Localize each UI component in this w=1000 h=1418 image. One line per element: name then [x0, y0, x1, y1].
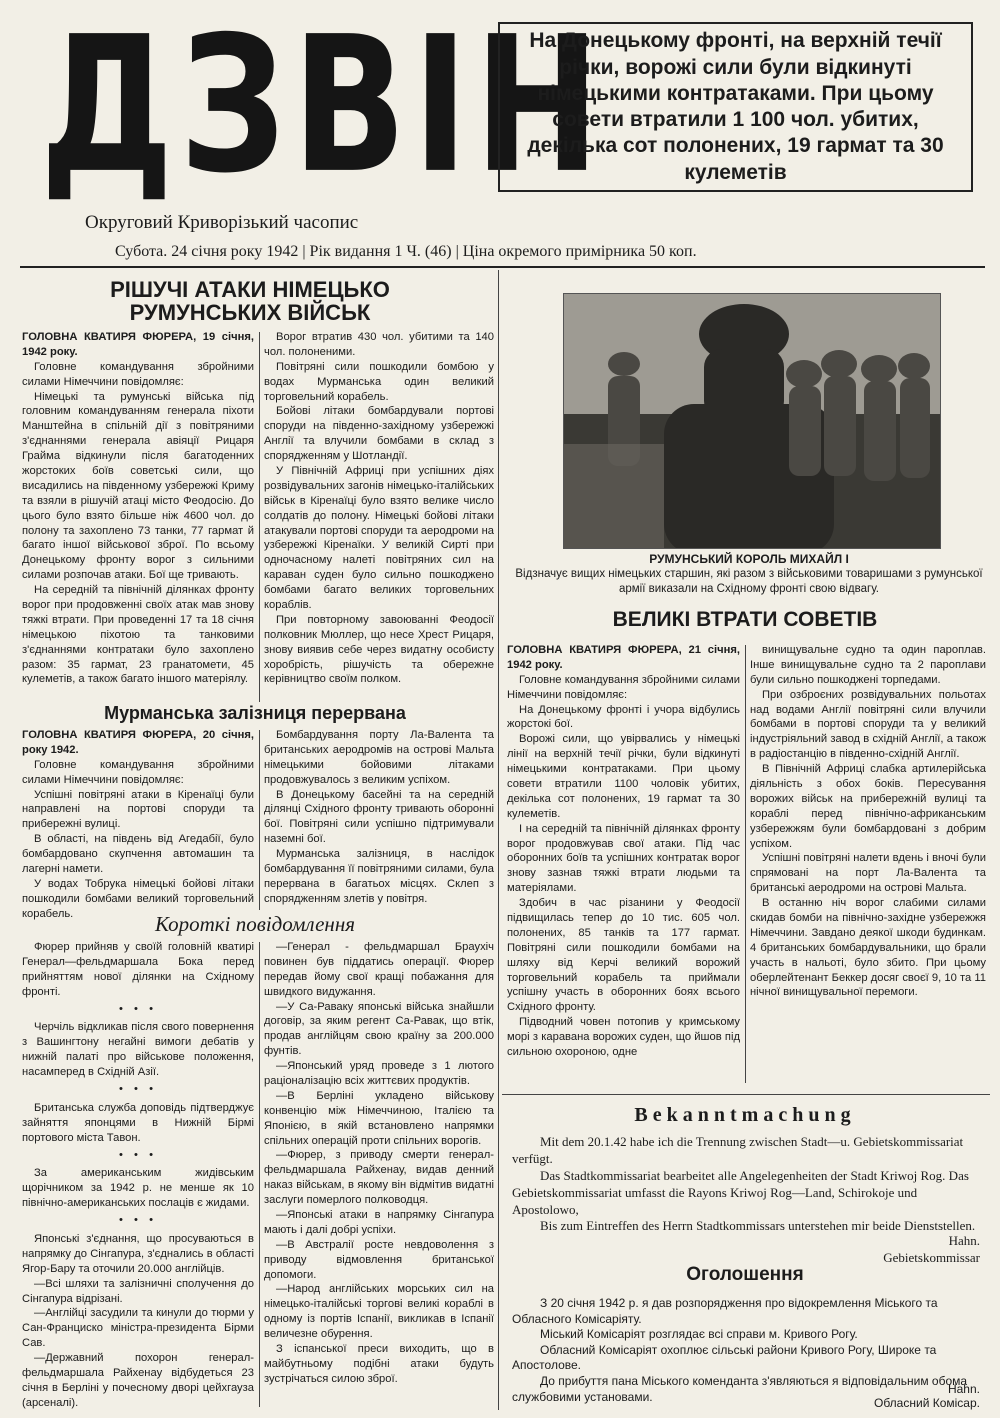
- news-item: —У Са-Раваку японські війська знайшли договір, за яким регент Са-Равак, що втік, продав англійцям свою країну за 200.000 фунтів.: [264, 1000, 494, 1058]
- article3-column-2: [750, 643, 986, 1000]
- bekanntmachung-paragraph: Das Stadtkommissariat bearbeitet alle Angelegenheiten der Stadt Kriwoj Rog. Das Gebietskommissariat umfasst die Rayons Kriwoj Rog—Land, Schirokoje und Apostolowo,: [512, 1167, 969, 1217]
- article2-paragraph: У водах Тобрука німецькі бойові літаки пошкодили бомбами великий торговельний корабель.: [22, 877, 254, 920]
- ogoloshennya-title: Оголошення: [686, 1264, 804, 1285]
- headline-box: На Донецькому фронті, на верхній течії річки, ворожі сили були відкинуті німецькими контратаками. При цьому совети втратили 1 100 чол. убитих, декілька сот полонених, 19 гармат та 30 кулеметів: [498, 22, 973, 192]
- photo-illustration: [564, 294, 940, 548]
- article3-paragraph: На Донецькому фронті і учора відбулись жорстокі бої.: [507, 703, 740, 731]
- article1-paragraph: На середній та північній ділянках фронту ворог при продовженні своїх атак мав знову тяжкі втрати. При проведенні 17 та 18 січня німецькою піхотою та танковими з'єднаннями контратаки було захоплено разом: 35 гармат, 23 гранатомети, 45 кулеметів, а також багато іншого матеріялу.: [22, 584, 254, 686]
- ogoloshennya-paragraph: Міський Комісаріят розглядає всі справи м. Кривого Рогу.: [540, 1327, 858, 1342]
- newspaper-subtitle: Округовий Криворізький часопис: [85, 212, 359, 233]
- signature-title: Обласний Комісар.: [874, 1396, 980, 1411]
- article1-paragraph: Повітряні сили пошкодили бомбою у водах Мурманська один великий торговельний корабель.: [264, 360, 494, 403]
- article1-paragraph: При повторному завоюванні Феодосії полковник Мюллер, що несе Хрест Рицаря, знову виявив себе через видатну особисту хоробрість, рішучість та обережне керівництво своїм полком.: [264, 613, 494, 686]
- article2-column-2: [264, 728, 494, 907]
- article2-paragraph: Успішні повітряні атаки в Кіренаїці були направлені на портові споруди та прибережні вулиці.: [22, 788, 254, 831]
- article2-paragraph: В області, на південь від Агедабії, було бомбардовано скупчення автомашин та лагерні намети.: [22, 833, 254, 876]
- photo-king-michael: [563, 293, 941, 549]
- article1-paragraph: Ворог втратив 430 чол. убитими та 140 чол. полоненими.: [264, 331, 494, 358]
- bekanntmachung-title: Bekanntmachung: [634, 1104, 856, 1126]
- article1-paragraph: Бойові літаки бомбардували портові споруди на південно-західному узбережжі Англії та влучили бомбами в склад з спорядженням у Шотландії.: [264, 405, 494, 463]
- article2-paragraph: Мурманська залізниця, в наслідок бомбардування її повітряними силами, була перервана в багатьох місцях. Склеп з спорядженням злетів у повітря.: [264, 848, 495, 905]
- bekanntmachung-paragraph: Bis zum Eintreffen des Herrn Stadtkommissars unterstehen mir beide Dienststellen.: [540, 1218, 976, 1234]
- signature-name: Hahn.: [948, 1233, 980, 1248]
- article2-title: Мурманська залізниця перервана: [104, 703, 406, 723]
- article3-paragraph: Здобич в час різанини у Феодосії підвищилась тепер до 10 тис. 605 чол. полонених, 85 танків та 177 гармат. Повітряні сили пошкодили бомбами на шляху від Керчі великий ворожий торговельний корабель та приймали успішну участь в оборонних боях всього Східного фронту.: [507, 897, 740, 1014]
- news-separator: • • •: [119, 1002, 157, 1015]
- news-item: Черчіль відкликав після свого повернення з Вашингтону негайні вимоги дебатів у нижній палаті про військове положення, насамперед в Східній Азії.: [22, 1021, 254, 1079]
- photo-caption-title: РУМУНСЬКИЙ КОРОЛЬ МИХАЙЛ І: [649, 552, 849, 566]
- article3-paragraph: При озброєних розвідувальних польотах над водами Англії повітряні сили влучили бомбами в портові споруди та у великий індустріяльний завод в східній Англії, а також в радіостанцію в південно-східній Англії.: [750, 688, 986, 761]
- news-separator: • • •: [119, 1148, 157, 1161]
- news-item: Японські з'єднання, що просуваються в напрямку до Сінгапура, з'єднались в області Ягор-Бару та оточили 20.000 англійців.: [22, 1233, 254, 1275]
- ogoloshennya-paragraph: З 20 січня 1942 р. я дав розпорядження про відокремлення Міського та Обласного Комісаріяту.: [512, 1296, 938, 1326]
- bekanntmachung-body: [512, 1134, 984, 1235]
- article2-paragraph: Головне командування збройними силами Німеччини повідомляє:: [22, 758, 254, 786]
- article1-title: РІШУЧІ АТАКИ НІМЕЦЬКО РУМУНСЬКИХ ВІЙСЬК: [110, 277, 390, 326]
- dateline: Субота. 24 січня року 1942 | Рік видання 1 Ч. (46) | Ціна окремого примірника 50 коп.: [115, 243, 697, 260]
- news-item: —Всі шляхи та залізничні сполучення до Сінгапура відрізані.: [22, 1277, 254, 1305]
- article2-paragraph: Бомбардування порту Ла-Валента та британських аеродромів на острові Мальта німецькими бойовими літаками продовжувалось з великим успіхом.: [264, 729, 494, 786]
- news-item: Британська служба доповідь підтверджує зайняття японцями в Нижній Бірмі портового міста Тавон.: [22, 1101, 254, 1144]
- signature-name: Hahn.: [947, 1382, 980, 1396]
- article2-column-1: [22, 728, 254, 922]
- newspaper-title: ДЗВІН: [40, 0, 606, 215]
- bekanntmachung-paragraph: Mit dem 20.1.42 habe ich die Trennung zwischen Stadt—u. Gebietskommissariat verfügt.: [512, 1134, 964, 1166]
- news-item: —Японські атаки в напрямку Сінгапура мають і далі добрі успіхи.: [264, 1209, 494, 1236]
- article3-title: ВЕЛИКІ ВТРАТИ СОВЕТІВ: [612, 608, 878, 631]
- article2-divider: [259, 730, 260, 910]
- bekanntmachung-signature: [840, 1233, 980, 1267]
- masthead-rule: [20, 266, 985, 268]
- news-item: Фюрер прийняв у своїй головній кватирі Генерал—фельдмаршала Бока перед прийняттям нової ділянки на Східному фронті.: [22, 941, 254, 998]
- article3-paragraph: винищувальне судно та один пароплав. Інше винищувальне судно та 2 пароплави були сильно пошкоджені торпедами.: [750, 644, 986, 686]
- article3-column-1: [507, 643, 740, 1060]
- article3-paragraph: І на середній та північній ділянках фронту ворог продовжував свої атаки. Під час оборонних боїв та успішних контратак ворог знову зазнав тяжкі втрати людьми та матеріялами.: [507, 822, 740, 895]
- article3-bottom-rule: [502, 1094, 990, 1095]
- article1-paragraph: Головне командування збройними силами Німеччини повідомляє:: [22, 360, 254, 388]
- article1-column-2: [264, 330, 494, 687]
- article3-paragraph: В Північній Африці слабка артилерійська діяльність з обох боків. Пересування ворожих військ на прибережній вулиці та кораблі перед північно-африканським узбережжям були бомбардовані з добрим успіхом.: [750, 763, 986, 850]
- short-news-title: Короткі повідомлення: [155, 912, 355, 936]
- article2-dateline: ГОЛОВНА КВАТИРЯ ФЮРЕРА, 20 січня, року 1942.: [22, 729, 254, 756]
- short-news-divider: [259, 942, 260, 1407]
- short-news-column-1: [22, 940, 254, 1411]
- article1-divider: [259, 332, 260, 702]
- news-item: —Фюрер, з приводу смерти генерал-фельдмаршала Райхенау, видав денний наказ військам, в якому він відмітив видатні заслуги померлого полководця.: [264, 1149, 494, 1207]
- photo-caption-text: Відзначує вищих німецьких старшин, які разом з військовими товаришами з румунської армії виказали на Східному фронті свою відвагу.: [515, 568, 983, 595]
- article1-dateline: ГОЛОВНА КВАТИРЯ ФЮРЕРА, 19 січня, 1942 року.: [22, 331, 254, 358]
- news-item: —Японський уряд проведе з 1 лютого раціоналізацію всіх життєвих продуктів.: [264, 1060, 494, 1088]
- news-item: —Державний похорон генерал-фельдмаршала Райхенау відбудеться 23 січня в Берліні у почесному дворі цейхгауза (арсеналі).: [22, 1352, 254, 1409]
- news-item: —Генерал - фельдмаршал Браухіч повинен був піддатись операції. Фюрер передав йому свої кращі побажання для швидкого видужання.: [264, 941, 494, 998]
- signature-title: Gebietskommissar: [883, 1249, 980, 1265]
- ogoloshennya-paragraph: До прибуття пана Міського коменданта з'являються я відповідальним обома службовими установами.: [512, 1373, 968, 1404]
- news-separator: • • •: [119, 1214, 157, 1227]
- news-item: —Англійці засудили та кинули до тюрми у Сан-Франциско міністра-президента Бірми Сав.: [22, 1307, 254, 1350]
- ogoloshennya-paragraph: Обласний Комісаріят охоплює сільські райони Кривого Рогу, Широке та Апостолове.: [512, 1342, 937, 1373]
- news-item: —В Берліні укладено військову конвенцію між Німеччиною, Італією та Японією, в якій встановлено напрямки спільних операцій проти спільних ворогів.: [264, 1089, 494, 1147]
- column-divider: [498, 270, 499, 1410]
- news-item: —Народ англійських морських сил на німецько-італійські торгові великі кораблі в одному із портів Іспанії, викликав в Іспанії величезне обурення.: [264, 1283, 494, 1341]
- news-item: З іспанської преси виходить, що в майбутньому подібні атаки будуть зустрічаться силою зброї.: [264, 1343, 494, 1385]
- article1-column-1: [22, 330, 254, 687]
- short-news-column-2: [264, 940, 494, 1387]
- ogoloshennya-signature: [840, 1382, 980, 1411]
- article1-paragraph: Німецькі та румунські війська під головним командуванням генерала піхоти Манштейна в спільній дії з повітряними з'єднаннями генерала авіяції Рицаря Грайма відкинули після багатоденних жорстоких боїв советські сили, що висадились на південному узбережжі Криму та взяли в рішучій атаці місто Феодосію. До цього було взято більше ніж 4600 чол. до полону та захоплено 73 танки, 77 гармат й багато іншої військової зброї. По всьому Донецькому фронту ворог з сильними силами розпочав атаки. Бої ще тривають.: [22, 390, 254, 582]
- news-item: —В Австралії росте невдоволення з приводу відмовлення британської допомоги.: [264, 1238, 494, 1281]
- article3-paragraph: Головне командування збройними силами Німеччини повідомляє:: [507, 673, 740, 701]
- article3-dateline: ГОЛОВНА КВАТИРЯ ФЮРЕРА, 21 січня, 1942 року.: [507, 644, 740, 671]
- article3-paragraph: В останню ніч ворог слабими силами скидав бомби на північно-західне узбережжя Німеччини. Завдано деякої шкоди будинкам. 4 британських бомбардувальники, що брали участь в нальоті, було збито. При цьому оберлейтенант Беккер досяг своєї 9, 10 та 11 нічної винищувальної перемоги.: [750, 897, 986, 999]
- article3-paragraph: Ворожі сили, що увірвались у німецькі лінії на верхній течії річки, були відкинуті німецькими контратаками. При цьому совети втратили 1100 чоловік убитих, декілька сот полонених, 19 гармат та 30 кулеметів.: [507, 733, 740, 820]
- article3-divider: [745, 645, 746, 1083]
- news-separator: • • •: [119, 1083, 157, 1096]
- article3-paragraph: Підводний човен потопив у кримському морі з каравана ворожих суден, що йшов під сильною охороною, одне: [507, 1016, 740, 1059]
- article3-paragraph: Успішні повітряні налети вдень і вночі були спрямовані на порт Ла-Валента та британські аеродроми на острові Мальта.: [750, 852, 986, 895]
- news-item: За американським жидівським щорічником за 1942 р. не менше як 10 північно-американських послаців є жидами.: [22, 1167, 254, 1210]
- article2-paragraph: В Донецькому басейні та на середній ділянці Східного фронту тривають оборонні бої. Повітряні сили успішно підтримували наземні бої.: [264, 788, 494, 846]
- article1-paragraph: У Північній Африці при успішних діях розвідувальних загонів німецько-італійських військ в Кіренаїці було взято велике число солдатів до полону. Німецькі бойові літаки атакували портові споруди та аеродроми на узбережжі Кіренаїки. У великій Сирті при одночасному налеті повітряних сил на караван суден було сильно пошкоджено бомбами багато великих торговельних кораблів.: [264, 465, 494, 612]
